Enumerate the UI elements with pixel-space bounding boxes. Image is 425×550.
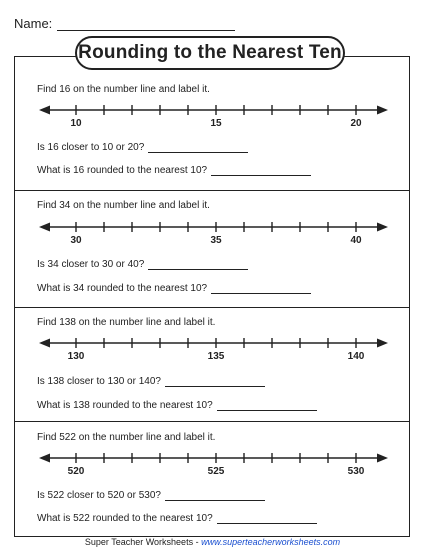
closer-question [37,490,265,501]
tick-label-end: 530 [347,466,365,477]
tick-label-start: 130 [67,351,85,362]
closer-question-text: Is 138 closer to 130 or 140? [37,376,161,387]
number-line [33,101,393,131]
tick-label-start: 10 [70,118,82,129]
rounded-answer-blank[interactable] [217,513,317,524]
arrow-right-icon [377,223,388,232]
closer-question [37,142,248,153]
name-label: Name: [14,16,53,31]
tick-label-middle: 525 [207,466,225,477]
name-blank[interactable] [57,18,235,31]
tick-label-end: 140 [347,351,365,362]
arrow-left-icon [39,339,50,348]
page-title: Rounding to the Nearest Ten [75,36,345,70]
footer [0,537,425,547]
rounded-question-text: What is 16 rounded to the nearest 10? [37,165,208,176]
rounded-answer-blank[interactable] [211,165,311,176]
find-instruction: Find 16 on the number line and label it. [37,84,210,95]
arrow-right-icon [377,454,388,463]
arrow-right-icon [377,106,388,115]
tick-label-end: 20 [350,118,362,129]
tick-label-middle: 15 [210,118,222,129]
tick-label-start: 520 [67,466,85,477]
closer-question [37,376,265,387]
tick-label-end: 40 [350,235,362,246]
closer-question [37,259,248,270]
rounded-question [37,400,317,411]
rounded-question [37,513,317,524]
find-instruction: Find 522 on the number line and label it. [37,432,216,443]
tick-label-start: 30 [70,235,82,246]
arrow-left-icon [39,454,50,463]
closer-question-text: Is 34 closer to 30 or 40? [37,259,145,270]
closer-answer-blank[interactable] [148,259,248,270]
number-line [33,449,393,479]
problem-2 [15,190,409,307]
footer-text: Super Teacher Worksheets - [84,537,202,547]
arrow-left-icon [39,106,50,115]
closer-answer-blank[interactable] [165,376,265,387]
arrow-right-icon [377,339,388,348]
rounded-question-text: What is 34 rounded to the nearest 10? [37,283,208,294]
closer-answer-blank[interactable] [165,490,265,501]
number-line [33,334,393,364]
number-line [33,218,393,248]
tick-label-middle: 35 [210,235,222,246]
worksheet-frame [14,56,410,537]
closer-answer-blank[interactable] [148,142,248,153]
name-row [14,16,235,31]
rounded-question [37,165,311,176]
rounded-question [37,283,311,294]
closer-question-text: Is 522 closer to 520 or 530? [37,490,161,501]
rounded-answer-blank[interactable] [217,400,317,411]
problem-1 [15,57,409,190]
rounded-answer-blank[interactable] [211,283,311,294]
closer-question-text: Is 16 closer to 10 or 20? [37,142,145,153]
footer-link[interactable]: www.superteacherworksheets.com [201,537,341,547]
arrow-left-icon [39,223,50,232]
problem-3 [15,307,409,421]
problem-4 [15,421,409,538]
find-instruction: Find 138 on the number line and label it. [37,317,216,328]
tick-label-middle: 135 [207,351,225,362]
rounded-question-text: What is 138 rounded to the nearest 10? [37,400,213,411]
rounded-question-text: What is 522 rounded to the nearest 10? [37,513,213,524]
find-instruction: Find 34 on the number line and label it. [37,200,210,211]
